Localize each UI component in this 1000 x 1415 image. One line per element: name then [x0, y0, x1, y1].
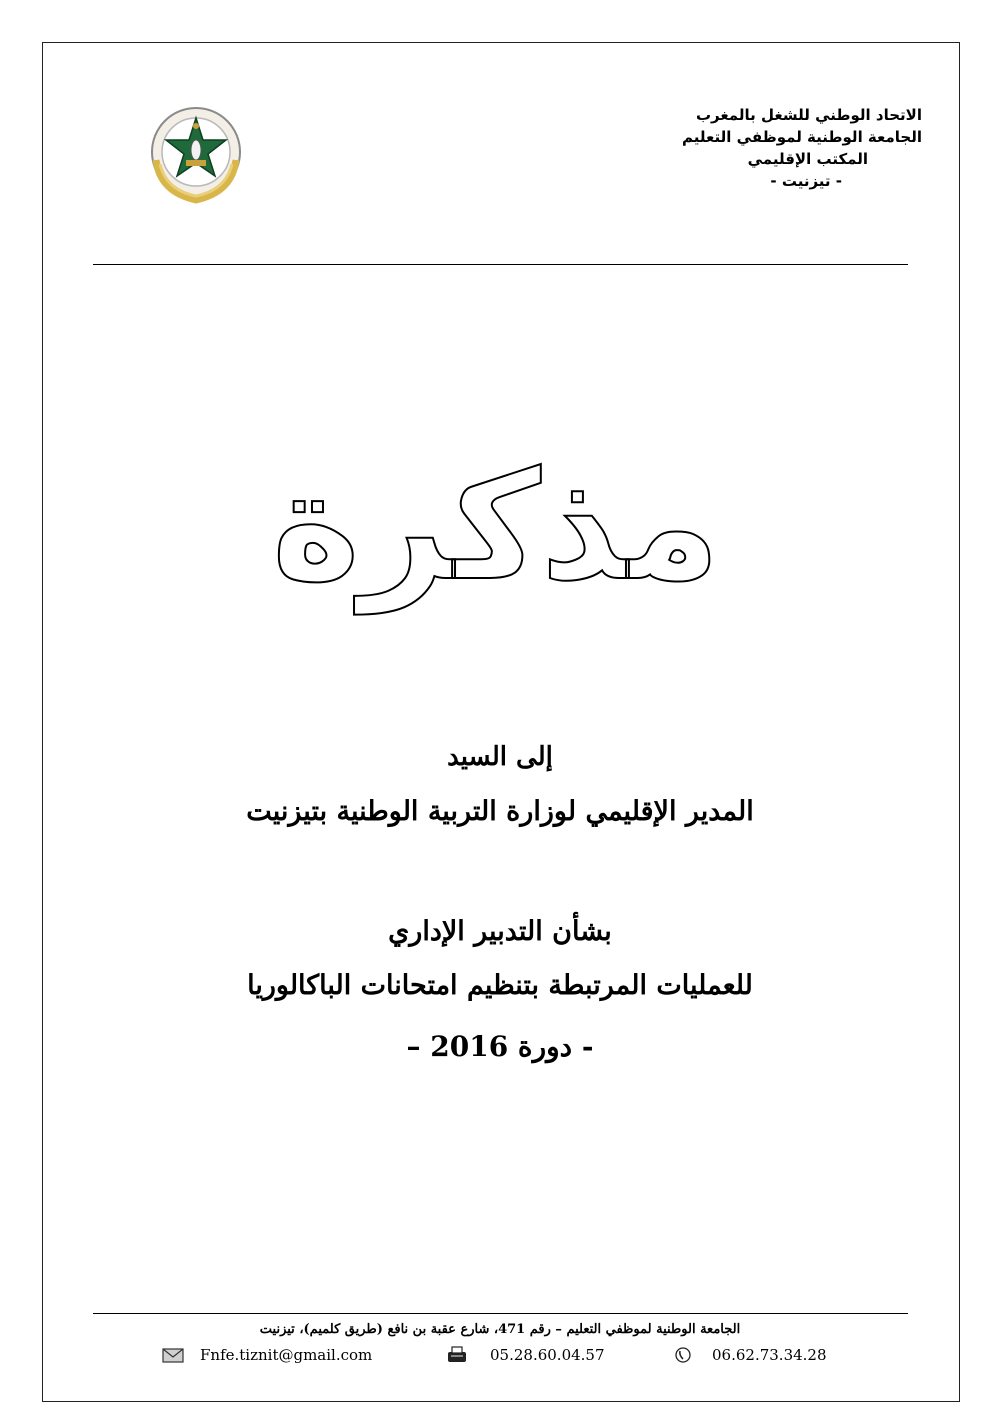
memo-title-text: مذكرة — [271, 440, 721, 614]
addressee-salutation: إلى السيد — [447, 742, 553, 772]
subject-line-2: للعمليات المرتبطة بتنظيم امتحانات الباكالوريا — [247, 970, 753, 1001]
addressee-title: المدير الإقليمي لوزارة التربية الوطنية بتيزنيت — [246, 796, 754, 827]
phone-icon — [674, 1346, 692, 1364]
organization-header — [502, 104, 922, 192]
envelope-icon — [162, 1346, 184, 1364]
footer-email[interactable]: Fnfe.tiznit@gmail.com — [200, 1346, 373, 1364]
footer-fax: 05.28.60.04.57 — [490, 1346, 605, 1364]
fax-icon — [446, 1346, 468, 1364]
session-line: - دورة 2016 – — [406, 1030, 594, 1063]
page-border — [42, 42, 960, 1402]
union-star-emblem-icon — [140, 100, 252, 212]
subject-line-1: بشأن التدبير الإداري — [388, 916, 612, 947]
footer-address: الجامعة الوطنية لموظفي التعليم – رقم 471، شارع عقبة بن نافع (طريق كلميم)، تيزنيت — [259, 1322, 741, 1337]
footer-divider — [93, 1313, 908, 1314]
memo-title — [271, 428, 721, 628]
org-line-federation: الجامعة الوطنية لموظفي التعليم — [682, 128, 922, 146]
org-line-union: الاتحاد الوطني للشغل بالمغرب — [695, 106, 922, 124]
org-line-city: - تيزنيت - — [770, 172, 842, 190]
header-divider — [93, 264, 908, 265]
org-line-office: المكتب الإقليمي — [747, 150, 868, 168]
footer-phone: 06.62.73.34.28 — [712, 1346, 827, 1364]
